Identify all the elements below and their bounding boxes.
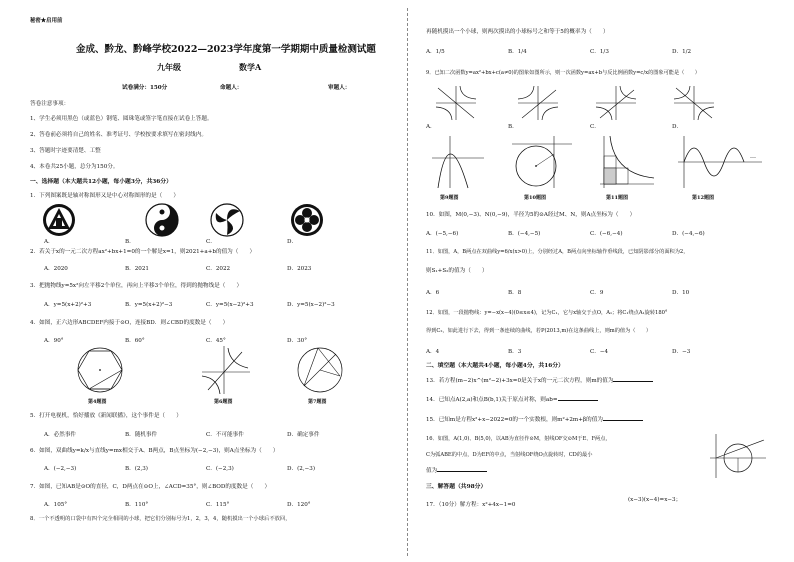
q9-option-a[interactable]: A． (426, 124, 436, 130)
q6-hyperbola-figure (200, 344, 252, 396)
q3-text: 3．把抛物线y=5x²向左平移2个单位，再向上平移3个单位，得到的抛物线是（ ） (30, 283, 243, 289)
q9-option-d-graph (672, 84, 716, 122)
reviewer-label: 审题人： (328, 85, 351, 91)
q1-option-d-figure (290, 203, 324, 237)
section-1-heading: 一、选择题（本大题共12小题，每小题3分，共36分） (30, 179, 172, 185)
q2-option-a[interactable]: A．2020 (44, 266, 68, 272)
q10-option-a[interactable]: A．(−5,−6) (426, 231, 459, 237)
q16-text-line3 (426, 468, 487, 475)
q16-text-line1: 16．如图，A(1,0)、B(5,0)，以AB为直径作⊙M，射线OF交⊙M于E、F两点， (426, 436, 611, 442)
notes-heading: 答卷注意事项： (30, 101, 70, 107)
q16-answer-blank[interactable] (437, 471, 487, 472)
q14-answer-blank[interactable] (558, 400, 598, 401)
q6-option-d[interactable]: D．(2,−3) (287, 466, 316, 472)
subject-label: 数学A (239, 62, 262, 72)
q17-text: 17．（10分）解方程：x²+4x−1=0 (426, 502, 516, 508)
q9-figure-caption: 第9题图 (440, 195, 459, 201)
q1-option-b-figure (145, 203, 179, 237)
q14-text (426, 397, 598, 404)
author-label: 命题人： (220, 85, 243, 91)
q7-option-b[interactable]: B．110° (125, 502, 149, 508)
q6-text: 6．如图，双曲线y=k/x与直线y=mx相交于A、B两点，B点坐标为(−2,−3)，则A点坐标为（ ） (30, 448, 279, 454)
grade-label: 九年级 (157, 62, 181, 72)
q3-option-b[interactable]: B．y=5(x+2)²−3 (125, 302, 173, 308)
q12-figure-caption: 第12题图 (692, 195, 714, 201)
q17-equation-2: (x−3)(x−4)=x−3； (628, 497, 682, 503)
q10-option-d[interactable]: D．(−4,−6) (672, 231, 705, 237)
q13-text (426, 378, 653, 385)
q4-hexagon-figure (72, 344, 128, 396)
q10-option-b[interactable]: B．(−4,−5) (508, 231, 541, 237)
q12-text-continued: 得到C₂，如此进行下去，得到一条连续的曲线，若P(2013,m)在这条曲线上，则m的值为（ ） (426, 328, 652, 334)
q9-option-b-graph (516, 84, 560, 122)
q4-option-d[interactable]: D．30° (287, 338, 307, 344)
q15-label: 15．已知m是方程x²+x−2022=0的一个实数根，则m²+2m+β的值为 (426, 417, 603, 423)
q1-option-c[interactable]: C． (206, 239, 216, 245)
score-label: 试卷满分：150分 (122, 85, 168, 91)
q11-option-a[interactable]: A．6 (426, 290, 440, 296)
q12-option-d[interactable]: D．−3 (672, 349, 691, 355)
q4-option-b[interactable]: B．60° (125, 338, 145, 344)
q8-text: 8．一个不透明的口袋中有四个完全相同的小球，把它们分别标号为1，2，3，4，随机摸出一个小球后不放回， (30, 516, 291, 522)
q6-option-c[interactable]: C．(−2,3) (206, 466, 234, 472)
q1-text: 1．下列图案既是轴对称图形又是中心对称图形的是（ ） (30, 193, 179, 199)
q10-figure-caption: 第10题图 (524, 195, 546, 201)
q7-option-d[interactable]: D．120° (287, 502, 311, 508)
column-divider (407, 8, 408, 556)
q7-circle-figure (294, 344, 346, 396)
q7-option-a[interactable]: A．105° (44, 502, 68, 508)
q2-option-b[interactable]: B．2021 (125, 266, 149, 272)
section-3-heading: 三、解答题（共98分） (426, 484, 487, 490)
q7-text: 7．如图，已知AB是⊙O的直径，C，D两点在⊙O上，∠ACD=35°，则∠BOD的度数是（ ） (30, 484, 271, 490)
q4-text: 4．如图，正六边形ABCDEF内接于⊙O，连接BD．则∠CBD的度数是（ ） (30, 320, 229, 326)
q3-option-c[interactable]: C．y=5(x−2)²+3 (206, 302, 254, 308)
q11-text-continued: 则S₁+S₂的值为（ ） (426, 268, 488, 274)
q9-parabola-figure (430, 134, 486, 190)
q12-option-c[interactable]: C．−4 (590, 349, 609, 355)
note-item: 4、本卷共25小题，总分为150分。 (30, 164, 119, 170)
q10-circle-figure (510, 134, 574, 190)
note-item: 3、答题时字迹要清楚、工整 (30, 148, 101, 154)
q4-figure-caption: 第4题图 (88, 399, 107, 405)
q15-text (426, 417, 643, 424)
q1-option-a[interactable]: A． (44, 239, 54, 245)
q16-text-line2: C为弧ABE的中点，D为EF的中点，当射线OF绕O点旋转时，CD的最小 (426, 452, 593, 458)
note-item: 2、答卷前必须将自己的姓名、准考证号、学校按要求填写在密封线内。 (30, 132, 207, 138)
q12-wave-figure (676, 134, 764, 190)
q3-option-d[interactable]: D．y=5(x−2)²−3 (287, 302, 335, 308)
q15-answer-blank[interactable] (603, 420, 643, 421)
q9-option-a-graph (434, 84, 478, 122)
q6-option-a[interactable]: A．(−2,−3) (44, 466, 77, 472)
q8-option-c[interactable]: C．1/3 (590, 49, 609, 55)
q16-circle-figure (708, 432, 768, 480)
exam-title: 金成、黔龙、黔峰学校2022—2023学年度第一学期期中质量检测试题 (76, 44, 376, 55)
q9-option-c[interactable]: C． (590, 124, 600, 130)
q5-option-d[interactable]: D．确定事件 (287, 432, 320, 438)
q5-option-c[interactable]: C．不可能事件 (206, 432, 244, 438)
q12-option-b[interactable]: B．3 (508, 349, 522, 355)
q3-option-a[interactable]: A．y=5(x+2)²+3 (44, 302, 92, 308)
q1-option-b[interactable]: B． (125, 239, 135, 245)
q8-option-a[interactable]: A．1/5 (426, 49, 445, 55)
svg-text:…: … (750, 153, 756, 160)
q9-option-c-graph (594, 84, 638, 122)
q12-option-a[interactable]: A．4 (426, 349, 440, 355)
q2-option-d[interactable]: D．2023 (287, 266, 312, 272)
note-item: 1、学生必须用黑色（或蓝色）钢笔、圆珠笔或签字笔直接在试卷上答题。 (30, 116, 213, 122)
q11-option-d[interactable]: D．10 (672, 290, 690, 296)
q5-option-a[interactable]: A．必然事件 (44, 432, 77, 438)
q5-text: 5．打开电视机，恰好播放《新闻联播》，这个事件是（ ） (30, 413, 182, 419)
secret-label: 秘密★启用前 (30, 18, 63, 24)
q7-figure-caption: 第7题图 (308, 399, 327, 405)
q11-hyperbola-figure (596, 134, 656, 190)
q2-text: 2．若关于x的一元二次方程ax²+bx+1=0的一个解是x=1，则2021+a+b的值为（ ） (30, 249, 256, 255)
q6-option-b[interactable]: B．(2,3) (125, 466, 148, 472)
q4-option-c[interactable]: C．45° (206, 338, 226, 344)
q8-option-b[interactable]: B．1/4 (508, 49, 527, 55)
q9-text: 9．已知二次函数y=ax²+bx+c(a≠0)的图象如图所示，则一次函数y=ax+b与反比例函数y=c/x的图象可能是（ ） (426, 70, 700, 76)
q10-text: 10．如图，M(0,−3)、N(0,−9)，半径为5的⊙A经过M、N，则A点坐标为（ ） (426, 212, 636, 218)
q4-option-a[interactable]: A．90° (44, 338, 64, 344)
q13-label: 13．若方程(m−2)x^(m²−2)+3x=0是关于x的一元二次方程，则m的值为 (426, 378, 614, 384)
q5-option-b[interactable]: B．随机事件 (125, 432, 158, 438)
q9-option-d[interactable]: D． (672, 124, 683, 130)
q6-figure-caption: 第6题图 (214, 399, 233, 405)
q11-option-b[interactable]: B．8 (508, 290, 522, 296)
q11-figure-caption: 第11题图 (606, 195, 628, 201)
q1-option-c-figure (210, 203, 244, 237)
q1-option-d[interactable]: D． (287, 239, 298, 245)
q9-option-b[interactable]: B． (508, 124, 518, 130)
q10-option-c[interactable]: C．(−6,−4) (590, 231, 623, 237)
q12-text: 12．如图，一段抛物线：y=−x(x−4)(0≤x≤4)，记为C₁，它与x轴交于点O，A₁；将C₁绕点A₁旋转180° (426, 310, 668, 316)
q8-option-d[interactable]: D．1/2 (672, 49, 692, 55)
q2-option-c[interactable]: C．2022 (206, 266, 231, 272)
section-2-heading: 二、填空题（本大题共4小题，每小题4分，共16分） (426, 363, 564, 369)
q7-option-c[interactable]: C．115° (206, 502, 230, 508)
q13-answer-blank[interactable] (613, 381, 653, 382)
q14-label: 14．已知点A(2,a)和点B(b,1)关于原点对称，则ab= (426, 397, 558, 403)
q11-option-c[interactable]: C．9 (590, 290, 604, 296)
q1-option-a-figure (42, 203, 76, 237)
q16-label: 值为 (426, 468, 438, 474)
q8-text-continued: 再随机摸出一个小球，则两次摸出的小球标号之和等于5的概率为（ ） (426, 29, 609, 35)
q11-text: 11．如图，A，B两点在双曲线y=6/x(x>0)上，分别经过A，B两点向坐标轴作垂线段，已知阴影部分的面积为2， (426, 249, 689, 255)
